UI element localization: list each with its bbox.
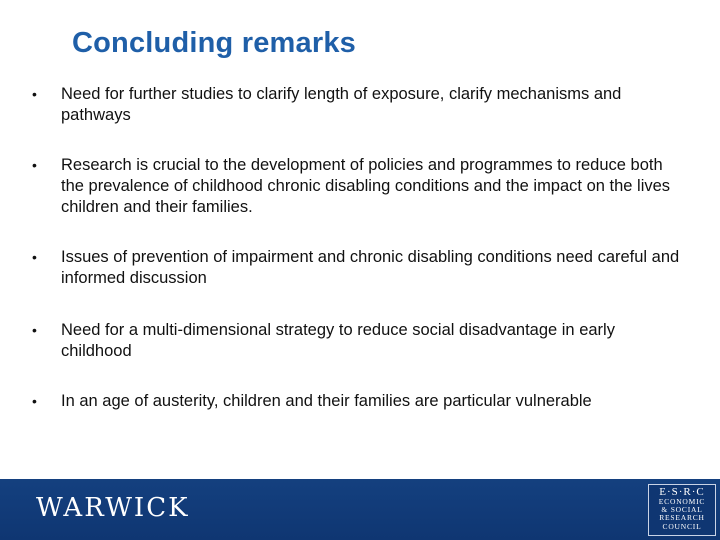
footer-bar: [0, 479, 720, 540]
esrc-line: & SOCIAL: [661, 505, 703, 515]
bullet-marker: •: [32, 393, 37, 409]
esrc-logo: [648, 484, 716, 536]
esrc-abbr: E·S·R·C: [659, 486, 705, 498]
bullet-text: Research is crucial to the development of policies and programmes to reduce both the prevalence of childhood chronic disabling conditions and the impact on the lives children and their families.: [61, 156, 671, 216]
bullet-list: [30, 84, 690, 441]
bullet-marker: •: [32, 249, 37, 265]
esrc-line: RESEARCH: [659, 513, 705, 523]
bullet-item: [30, 247, 690, 289]
slide-title: Concluding remarks: [72, 27, 356, 59]
bullet-item: [30, 391, 690, 412]
warwick-logo: WARWICK: [36, 493, 190, 523]
bullet-marker: •: [32, 322, 37, 338]
bullet-text: Need for a multi-dimensional strategy to reduce social disadvantage in early childhood: [61, 321, 615, 360]
bullet-text: Issues of prevention of impairment and chronic disabling conditions need careful and informed discussion: [61, 248, 680, 287]
esrc-line: ECONOMIC: [658, 497, 706, 506]
bullet-marker: •: [32, 157, 37, 173]
bullet-item: [30, 155, 690, 218]
esrc-line: COUNCIL: [662, 521, 702, 531]
bullet-text: Need for further studies to clarify length of exposure, clarify mechanisms and pathways: [61, 85, 622, 124]
bullet-item: [30, 84, 690, 126]
bullet-marker: •: [32, 86, 37, 102]
bullet-text: In an age of austerity, children and their families are particular vulnerable: [61, 392, 592, 410]
bullet-item: [30, 320, 690, 362]
